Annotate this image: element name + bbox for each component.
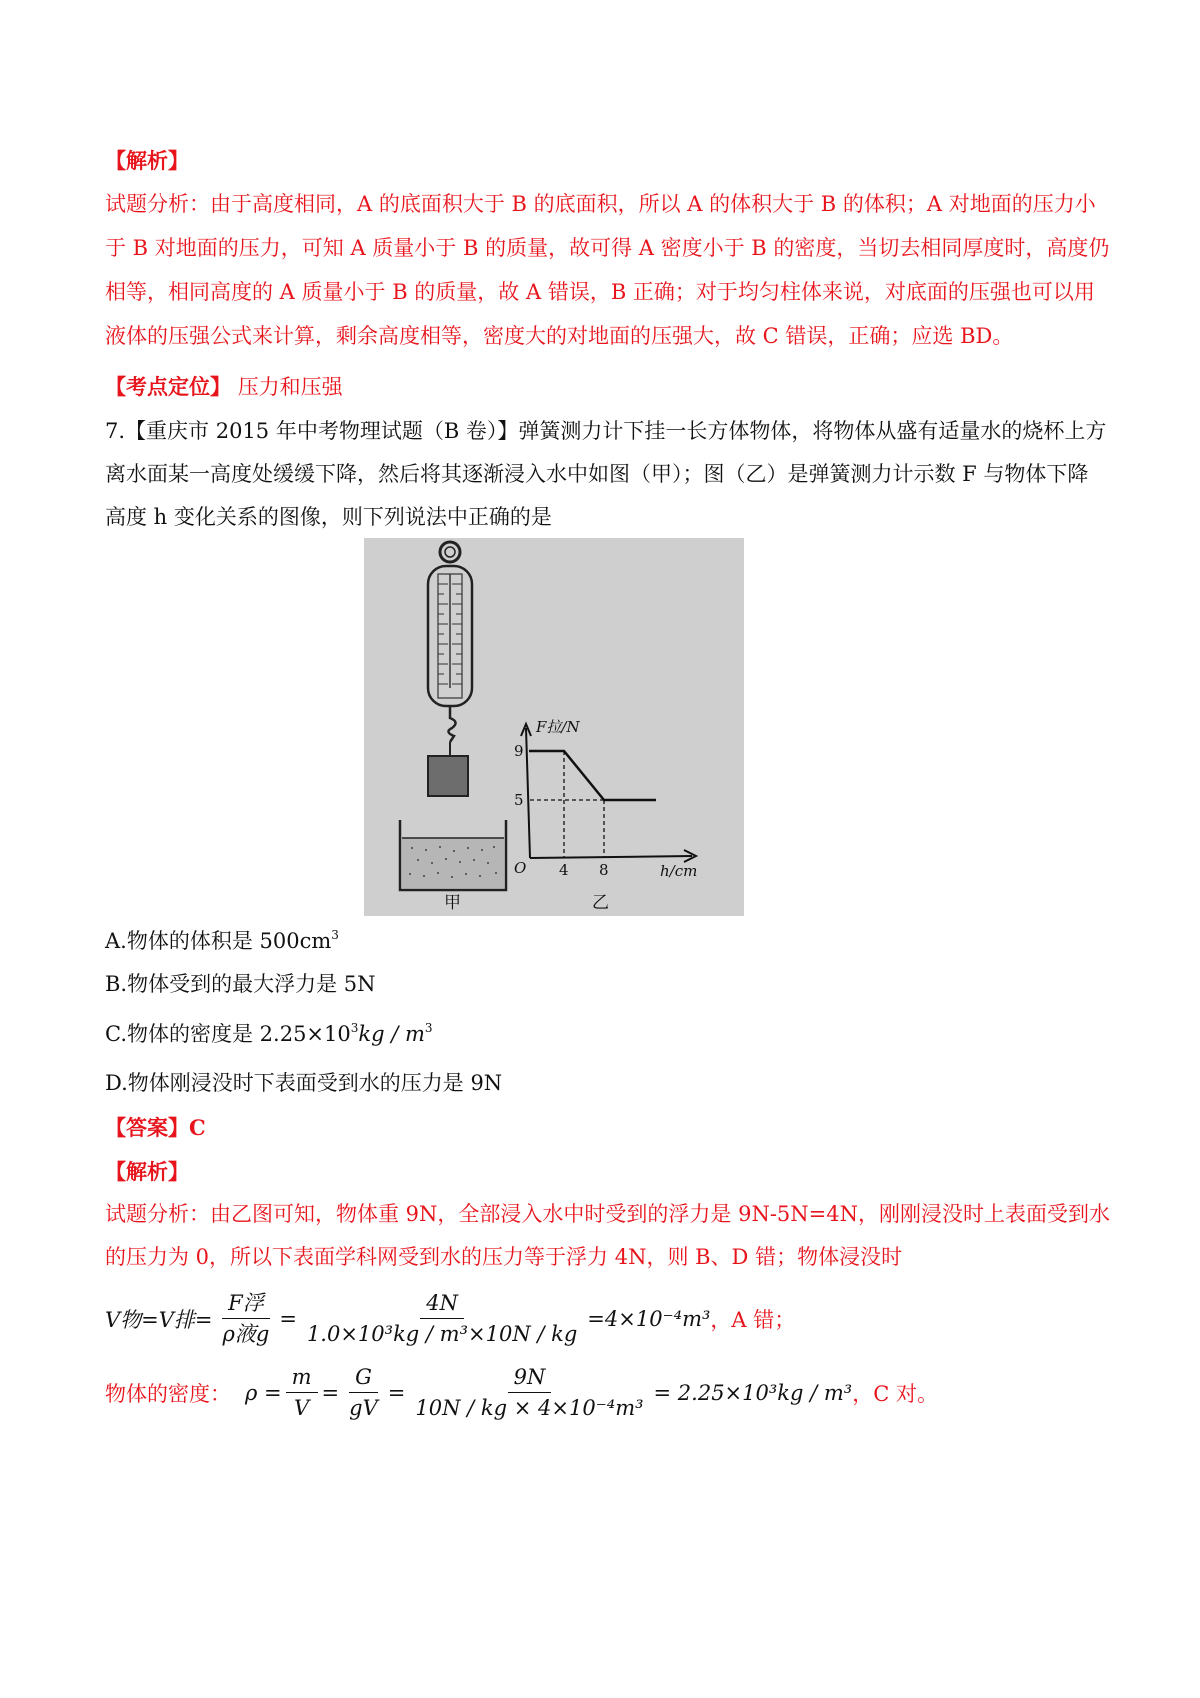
analysis-heading: 【解析】 bbox=[105, 148, 189, 173]
x-axis-label: h/cm bbox=[660, 862, 698, 880]
option-c-text: C.物体的密度是 2.25×10 bbox=[105, 1022, 351, 1046]
option-a-sup: 3 bbox=[331, 928, 339, 942]
caption-right: 乙 bbox=[592, 893, 609, 913]
eq2-frac3-den: 10N / kg × 4×10⁻⁴m³ bbox=[415, 1396, 644, 1420]
x-tick-8: 8 bbox=[599, 861, 609, 879]
equation-density: 物体的密度： ρ = $\frac{m}{V}$ = $\frac{G}{gV}$ = $\frac{9N}{\text{10N / kg × 4×10⁻⁴m³}}$ = 2.25×10³kg / m³ ，C 对。 bbox=[105, 1365, 938, 1420]
eq2-prefix: 物体的密度： bbox=[105, 1381, 231, 1406]
eq1-frac1-den: ρ液g bbox=[222, 1322, 270, 1346]
eq2-fraction-3 bbox=[409, 1364, 649, 1421]
option-d: D.物体刚浸没时下表面受到水的压力是 9N bbox=[105, 1071, 503, 1095]
option-c-sup: 3 bbox=[350, 1021, 359, 1035]
option-c-unit-sup: 3 bbox=[424, 1021, 433, 1035]
knowledge-point-label: 【考点定位】 bbox=[105, 374, 231, 399]
y-tick-9: 9 bbox=[514, 742, 524, 760]
figure-drawing bbox=[364, 538, 744, 916]
answer-value: C bbox=[189, 1115, 206, 1140]
option-c bbox=[105, 1019, 433, 1049]
eq2-frac3-num: 9N bbox=[508, 1364, 552, 1393]
eq2-tail: ，C 对。 bbox=[852, 1381, 938, 1406]
eq2-rho: ρ = bbox=[245, 1380, 282, 1405]
answer bbox=[105, 1113, 206, 1143]
eq2-fraction-2 bbox=[343, 1364, 384, 1421]
caption-left: 甲 bbox=[444, 893, 461, 913]
scale-hook bbox=[448, 706, 455, 742]
question-figure bbox=[364, 538, 744, 916]
eq2-rhs: = 2.25×10³kg / m³ bbox=[653, 1380, 853, 1405]
equation-volume bbox=[105, 1290, 795, 1347]
eq1-fraction-1 bbox=[217, 1290, 276, 1347]
eq1-rhs: =4×10⁻⁴m³ bbox=[587, 1306, 711, 1331]
eq1-frac2-num: 4N bbox=[420, 1290, 464, 1319]
analysis-line-4: 液体的压强公式来计算，剩余高度相等，密度大的对地面的压强大，故 C 错误，正确；应选 BD。 bbox=[105, 324, 1014, 348]
y-axis-label: F拉/N bbox=[536, 718, 580, 736]
x-tick-4: 4 bbox=[559, 861, 569, 879]
analysis-line-1: 试题分析：由于高度相同，A 的底面积大于 B 的底面积，所以 A 的体积大于 B 的体积；A 对地面的压力小 bbox=[105, 192, 1096, 216]
knowledge-point-value: 压力和压强 bbox=[237, 375, 343, 399]
eq1-lhs: V物=V排= bbox=[105, 1307, 213, 1332]
eq1-fraction-2 bbox=[301, 1290, 583, 1347]
eq1-tail: ，A 错； bbox=[710, 1307, 796, 1332]
question-line-3: 高度 h 变化关系的图像，则下列说法中正确的是 bbox=[105, 505, 552, 529]
analysis-line-3: 相等，相同高度的 A 质量小于 B 的质量，故 A 错误，B 正确；对于均匀柱体来说，对底面的压强也可以用 bbox=[105, 280, 1095, 304]
y-axis bbox=[526, 728, 530, 858]
eq2-frac1-num: m bbox=[286, 1364, 318, 1393]
eq2-fraction-1 bbox=[286, 1364, 318, 1421]
analysis2-line-1: 试题分析：由乙图可知，物体重 9N，全部浸入水中时受到的浮力是 9N-5N=4N，刚刚浸没时上表面受到水 bbox=[105, 1202, 1110, 1226]
origin-label: O bbox=[514, 859, 527, 877]
force-curve bbox=[529, 751, 656, 800]
analysis-heading-2: 【解析】 bbox=[105, 1159, 189, 1184]
answer-label: 【答案】 bbox=[105, 1115, 189, 1140]
option-c-unit: kg / m bbox=[358, 1022, 425, 1046]
knowledge-point bbox=[105, 372, 343, 402]
x-axis bbox=[530, 856, 692, 858]
eq2-frac1-den: V bbox=[294, 1396, 310, 1420]
y-tick-5: 5 bbox=[514, 791, 524, 809]
eq2-frac2-num: G bbox=[349, 1364, 378, 1393]
analysis2-line-2: 的压力为 0，所以下表面学科网受到水的压力等于浮力 4N，则 B、D 错；物体浸没时 bbox=[105, 1245, 903, 1269]
option-a-text: A.物体的体积是 500cm bbox=[105, 929, 332, 953]
eq1-equals: = bbox=[279, 1306, 297, 1331]
block bbox=[428, 756, 468, 796]
scale-ring bbox=[440, 542, 460, 562]
question-line-1: 7.【重庆市 2015 年中考物理试题（B 卷）】弹簧测力计下挂一长方体物体，将物体从盛有适量水的烧杯上方 bbox=[105, 419, 1107, 443]
question-line-2: 离水面某一高度处缓缓下降，然后将其逐渐浸入水中如图（甲）；图（乙）是弹簧测力计示数 F 与物体下降 bbox=[105, 462, 1089, 486]
eq1-frac1-num: F浮 bbox=[222, 1290, 270, 1319]
eq1-frac2-den: 1.0×10³kg / m³×10N / kg bbox=[306, 1322, 578, 1346]
option-b: B.物体受到的最大浮力是 5N bbox=[105, 972, 376, 996]
eq2-frac2-den: gV bbox=[349, 1396, 378, 1420]
analysis-line-2: 于 B 对地面的压力，可知 A 质量小于 B 的质量，故可得 A 密度小于 B 的密度，当切去相同厚度时，高度仍 bbox=[105, 236, 1110, 260]
option-a bbox=[105, 926, 339, 956]
